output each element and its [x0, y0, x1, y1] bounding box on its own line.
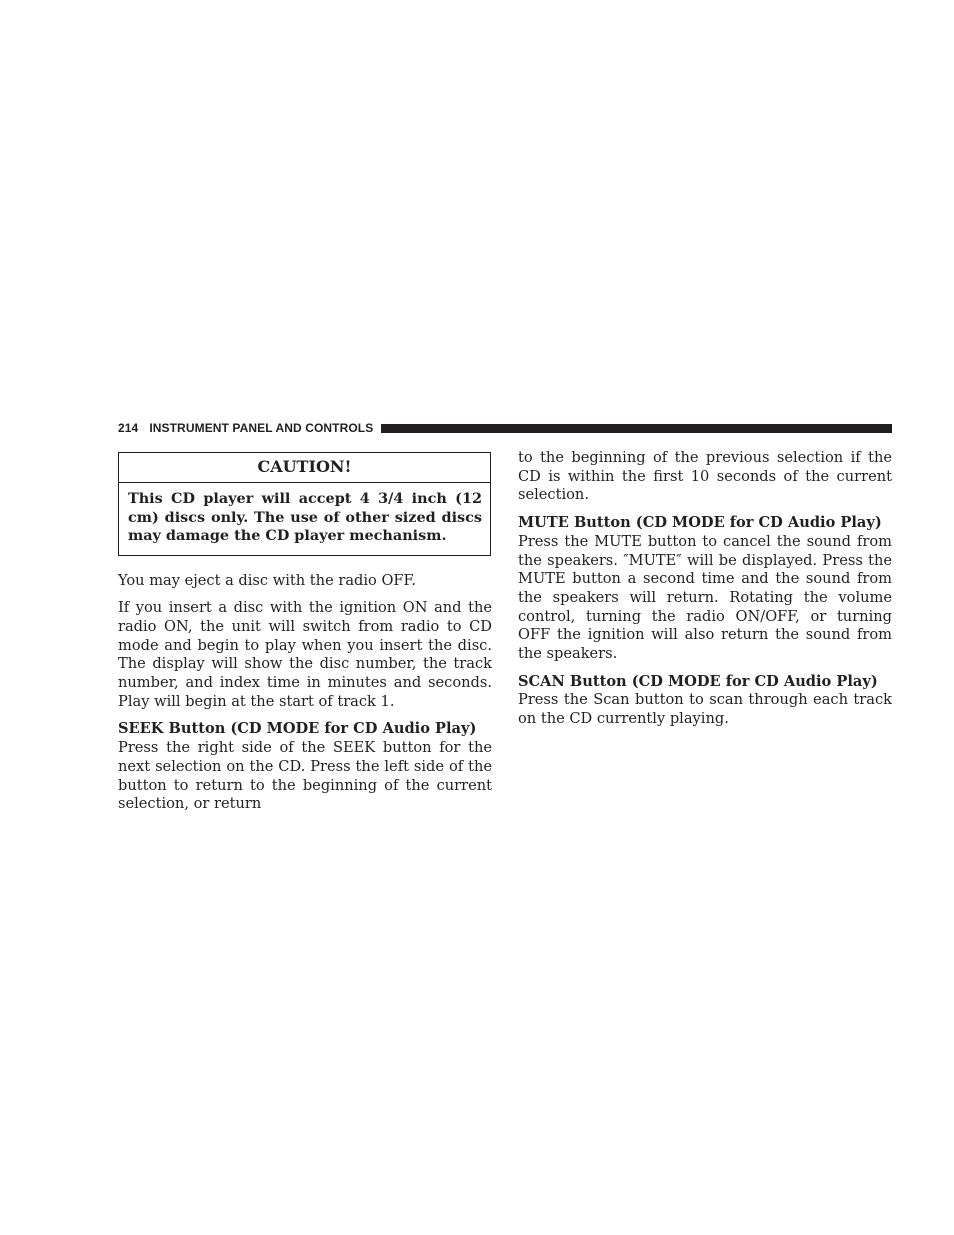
scan-heading: SCAN Button (CD MODE for CD Audio Play) [518, 672, 878, 690]
mute-heading: MUTE Button (CD MODE for CD Audio Play) [518, 514, 882, 532]
seek-heading: SEEK Button (CD MODE for CD Audio Play) [118, 720, 477, 738]
left-column [118, 452, 492, 823]
seek-text: Press the right side of the SEEK button for the next selection on the CD. Press the left side of the button to return to the beginning of the current selection, or return [118, 739, 492, 813]
paragraph-insert: If you insert a disc with the ignition ON and the radio ON, the unit will switch from radio to CD mode and begin to play when you insert the disc. The display will show the disc number, the track number, and index time in minutes and seconds. Play will begin at the start of track 1. [118, 599, 492, 710]
page-header [118, 419, 892, 437]
caution-box [118, 452, 491, 556]
scan-text: Press the Scan button to scan through each track on the CD currently playing. [518, 691, 892, 728]
header-rule [381, 424, 892, 433]
seek-text-continued: to the beginning of the previous selection if the CD is within the first 10 seconds of the current selection. [518, 449, 892, 504]
caution-title: CAUTION! [119, 453, 490, 483]
page-number: 214 [118, 421, 139, 435]
mute-text: Press the MUTE button to cancel the sound from the speakers. ″MUTE″ will be displayed. Press the MUTE button a second time and the sound from the speakers will return. Rotating the volume control, turning the radio ON/OFF, or turning OFF the ignition will also return the sound from the speakers. [518, 532, 892, 663]
caution-text: This CD player will accept 4 3/4 inch (12 cm) discs only. The use of other sized discs may damage the CD player mechanism. [128, 490, 482, 544]
right-column [518, 449, 892, 738]
section-title: INSTRUMENT PANEL AND CONTROLS [149, 421, 374, 435]
paragraph-eject: You may eject a disc with the radio OFF. [118, 571, 417, 589]
